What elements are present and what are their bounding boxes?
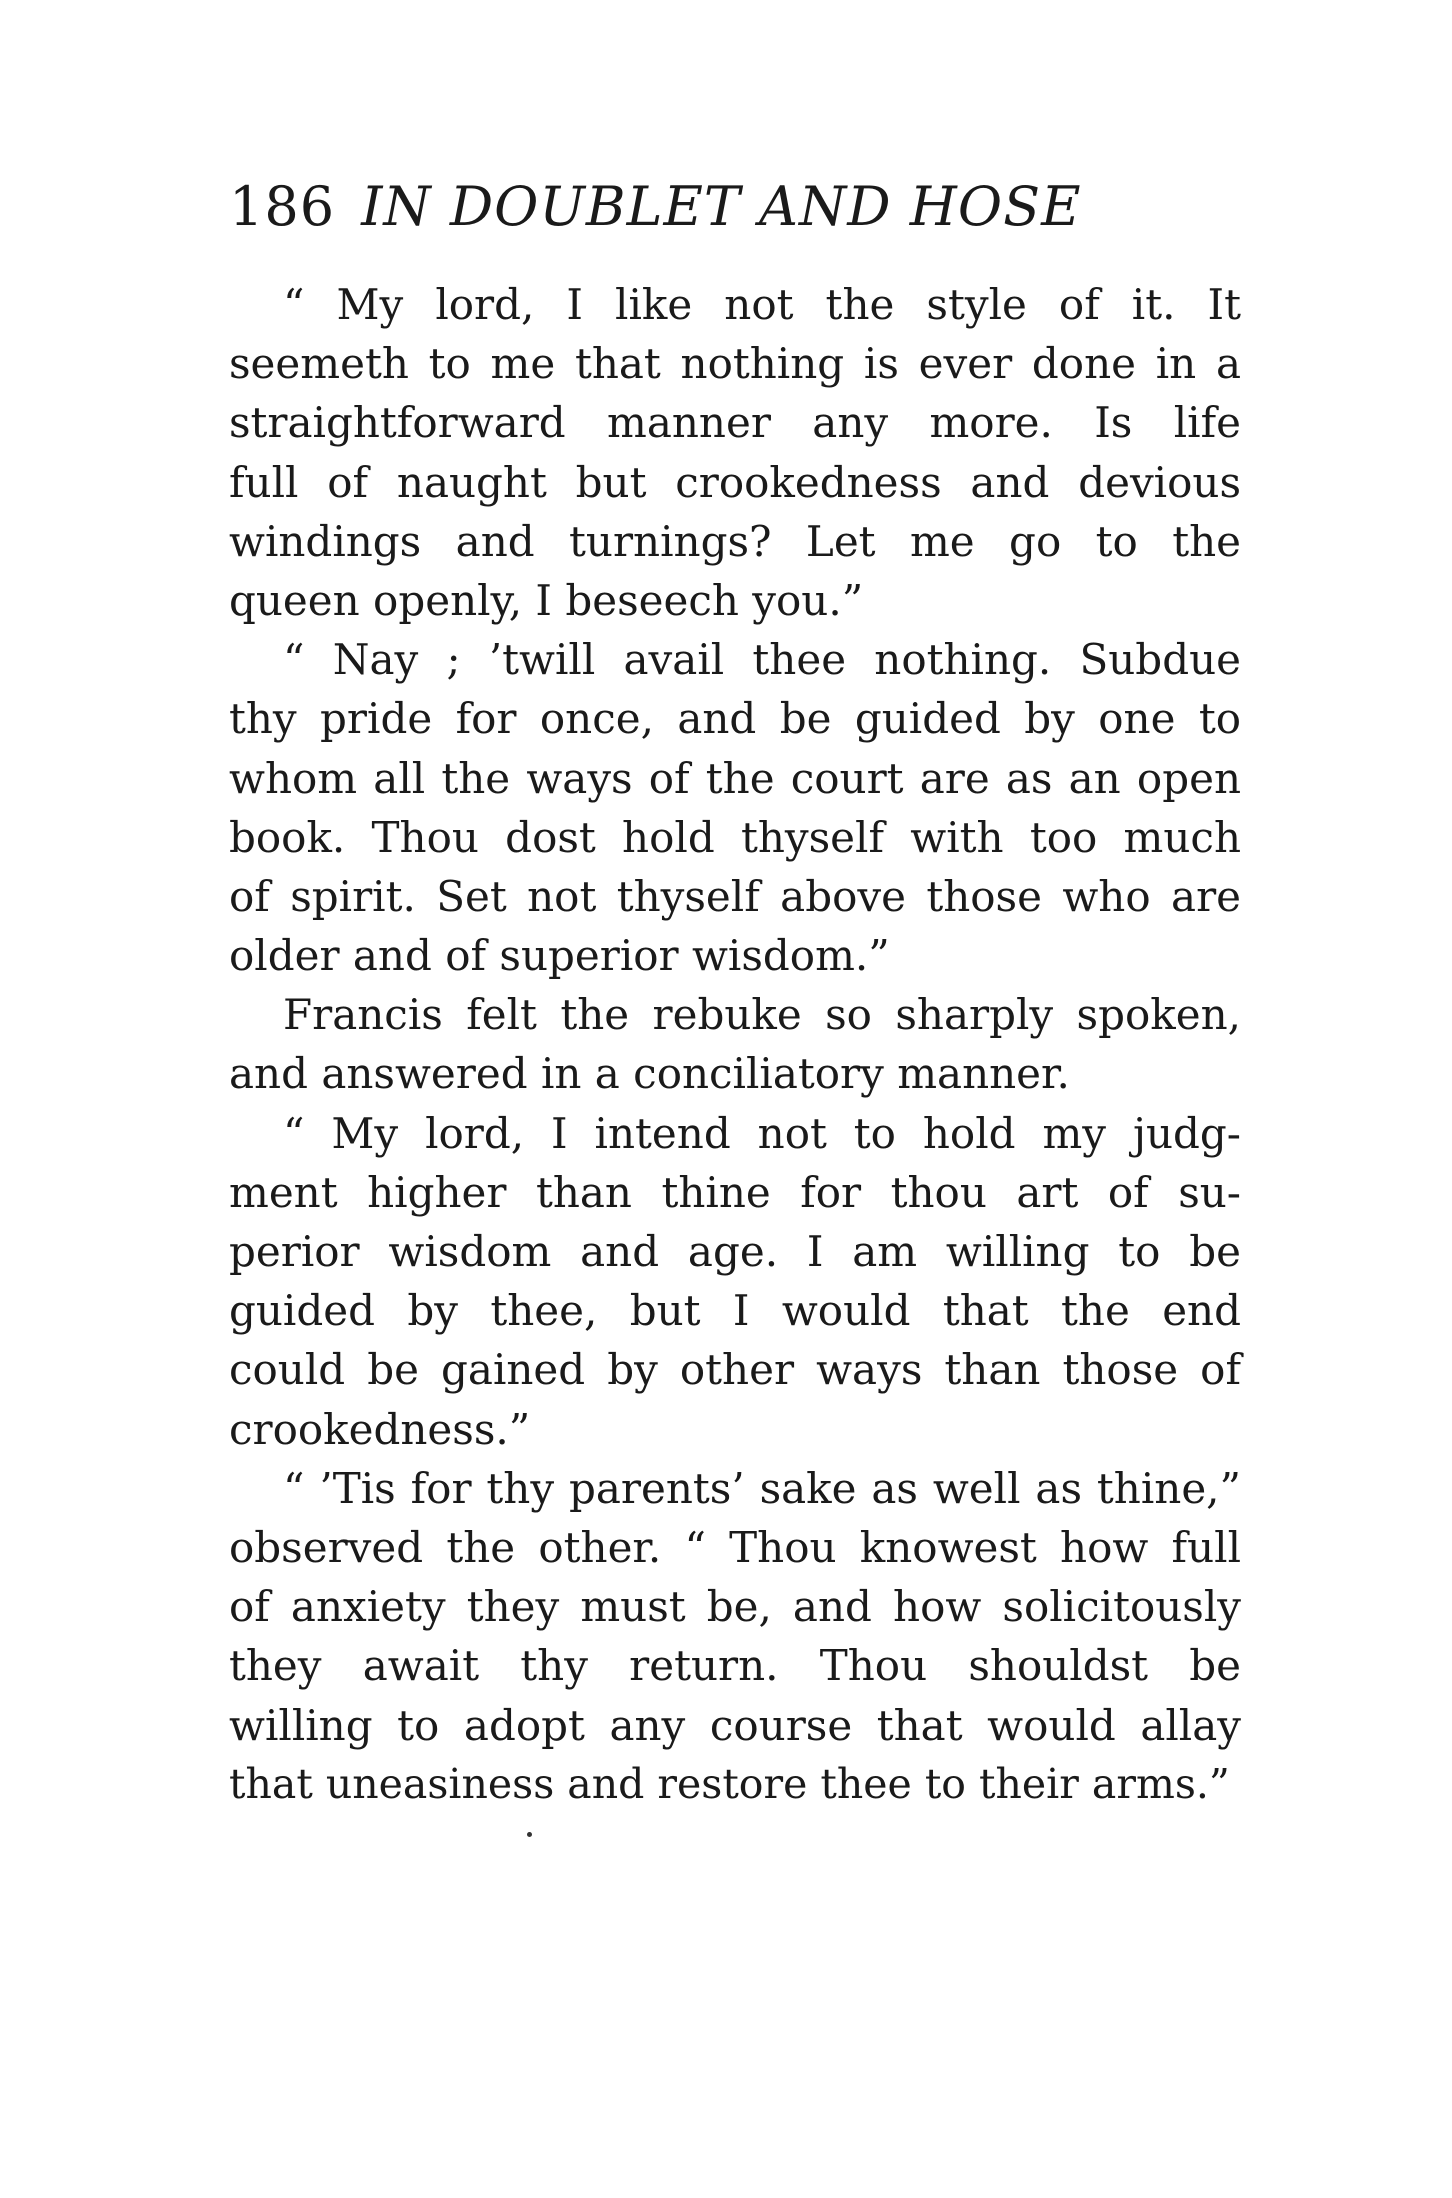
text-line: of spirit. Set not thyself above those who are (229, 871, 1241, 921)
text-line: willing to adopt any course that would allay (229, 1700, 1241, 1750)
text-line: of anxiety they must be, and how solicitously (229, 1582, 1241, 1632)
text-line: that uneasiness and restore thee to their arms.” (229, 1759, 1230, 1808)
text-line: straightforward manner any more. Is life (229, 398, 1241, 448)
text-line: seemeth to me that nothing is ever done in a (229, 339, 1241, 389)
text-line: “ My lord, I like not the style of it. It (283, 280, 1241, 329)
text-line: observed the other. “ Thou knowest how full (229, 1522, 1241, 1572)
text-line: “ ’Tis for thy parents’ sake as well as thine,” (283, 1463, 1241, 1513)
text-line: crookedness.” (229, 1404, 531, 1454)
text-line: queen openly, I beseech you.” (229, 575, 864, 625)
running-title: IN DOUBLET AND HOSE (361, 175, 1082, 238)
text-line: guided by thee, but I would that the end (229, 1286, 1241, 1336)
body-text (229, 275, 1241, 1814)
text-line: whom all the ways of the court are as an open (229, 753, 1241, 803)
text-line: full of naught but crookedness and devious (229, 457, 1241, 507)
running-header (229, 172, 1249, 242)
text-line: “ Nay ; ’twill avail thee nothing. Subdue (283, 635, 1241, 685)
text-line: Francis felt the rebuke so sharply spoken, (283, 990, 1241, 1040)
text-line: they await thy return. Thou shouldst be (229, 1641, 1241, 1691)
text-line: perior wisdom and age. I am willing to be (229, 1227, 1241, 1276)
text-line: book. Thou dost hold thyself with too much (229, 812, 1241, 862)
page-number: 186 (229, 175, 336, 238)
text-line: and answered in a conciliatory manner. (229, 1049, 1070, 1099)
ink-speck (527, 1832, 532, 1837)
text-line: could be gained by other ways than those of (229, 1345, 1241, 1395)
text-line: older and of superior wisdom.” (229, 931, 890, 981)
text-line: windings and turnings? Let me go to the (229, 516, 1241, 566)
text-line: thy pride for once, and be guided by one to (229, 694, 1241, 744)
text-line: ment higher than thine for thou art of su- (229, 1167, 1241, 1217)
text-line: “ My lord, I intend not to hold my judg- (283, 1108, 1241, 1158)
